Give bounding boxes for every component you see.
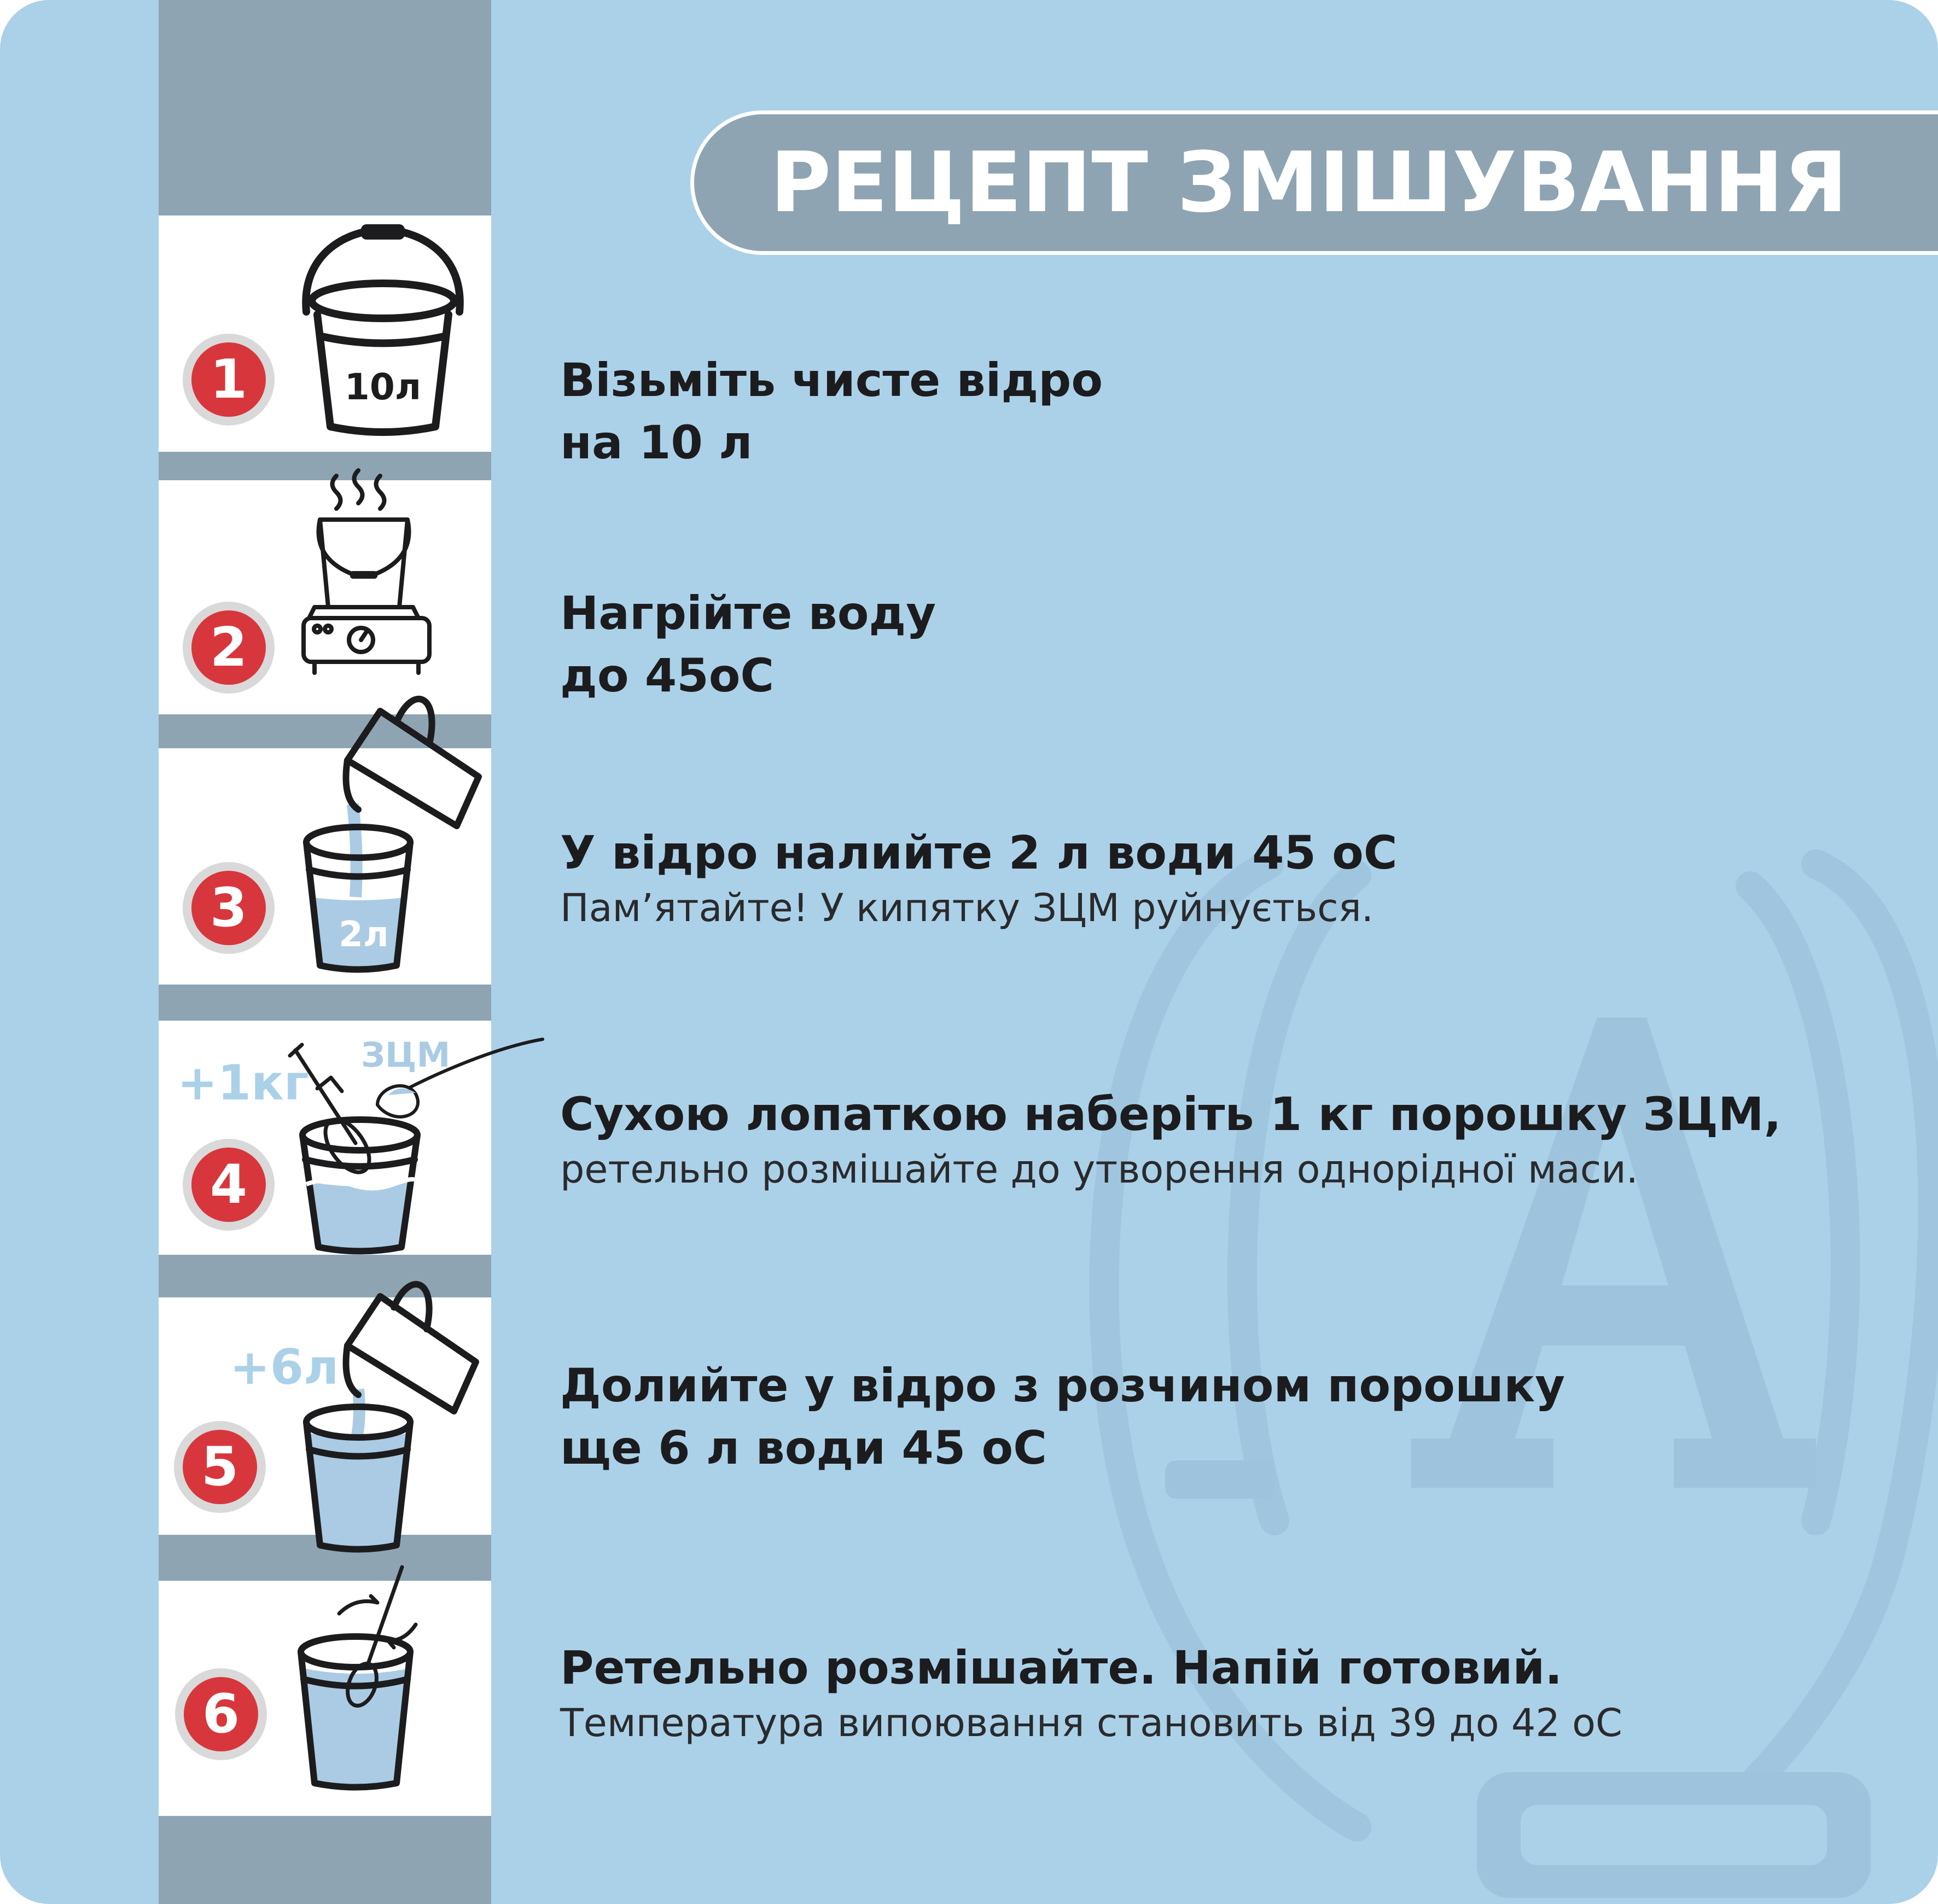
step-2-heading-line-2: до 45оС <box>560 649 775 702</box>
step-3-badge <box>183 862 275 954</box>
step-4-subtext: ретельно розмішайте до утворення однорідної маси. <box>560 1147 1638 1192</box>
step-2-badge <box>183 602 275 694</box>
powder-name-label: ЗЦМ <box>361 1035 451 1075</box>
step-number: 1 <box>191 342 266 417</box>
step-4-heading-line-1: Сухою лопаткою наберіть 1 кг порошку ЗЦМ, <box>560 1087 1782 1141</box>
page-title: РЕЦЕПТ ЗМІШУВАННЯ <box>770 134 1848 231</box>
step-3-text <box>560 822 1906 932</box>
step-5-heading-line-2: ще 6 л води 45 оС <box>560 1421 1047 1475</box>
powder-mass-label: +1кг <box>177 1055 309 1111</box>
step-number: 3 <box>191 871 266 945</box>
step-2-text <box>560 582 1906 707</box>
step-6-heading-line-1: Ретельно розмішайте. Напій готовий. <box>560 1641 1563 1695</box>
step-1-text <box>560 349 1906 474</box>
step-number: 4 <box>191 1148 266 1222</box>
bucket-on-stove-icon <box>298 465 435 684</box>
step-1-badge <box>183 334 275 426</box>
step-6-badge <box>175 1668 267 1760</box>
step-1-heading-line-2: на 10 л <box>560 416 753 469</box>
pour-water-6l-icon <box>230 1274 503 1548</box>
water-volume-label: +6л <box>230 1339 339 1395</box>
step-number: 5 <box>183 1430 257 1504</box>
step-6-subtext: Температура випоювання становить від 39 до 42 оС <box>560 1701 1622 1745</box>
add-powder-icon <box>175 1017 558 1253</box>
pour-water-2l-icon <box>298 689 495 963</box>
step-2-heading-line-1: Нагрійте воду <box>560 586 936 640</box>
step-3-subtext: Пам’ятайте! У кипятку ЗЦМ руйнується. <box>560 886 1374 930</box>
step-number: 2 <box>191 610 266 685</box>
bucket-10l-icon <box>295 219 470 449</box>
water-volume-label: 2л <box>339 915 389 955</box>
step-5-text <box>560 1354 1906 1479</box>
step-4-text <box>560 1083 1906 1193</box>
step-number: 6 <box>184 1677 258 1751</box>
step-3-heading-line-1: У відро налийте 2 л води 45 оС <box>560 826 1398 880</box>
bucket-volume-label: 10л <box>344 366 422 408</box>
step-5-heading-line-1: Долийте у відро з розчином порошку <box>560 1359 1565 1412</box>
stir-icon <box>295 1564 438 1789</box>
step-1-heading-line-1: Візьміть чисте відро <box>560 353 1103 407</box>
step-6-text <box>560 1637 1906 1747</box>
